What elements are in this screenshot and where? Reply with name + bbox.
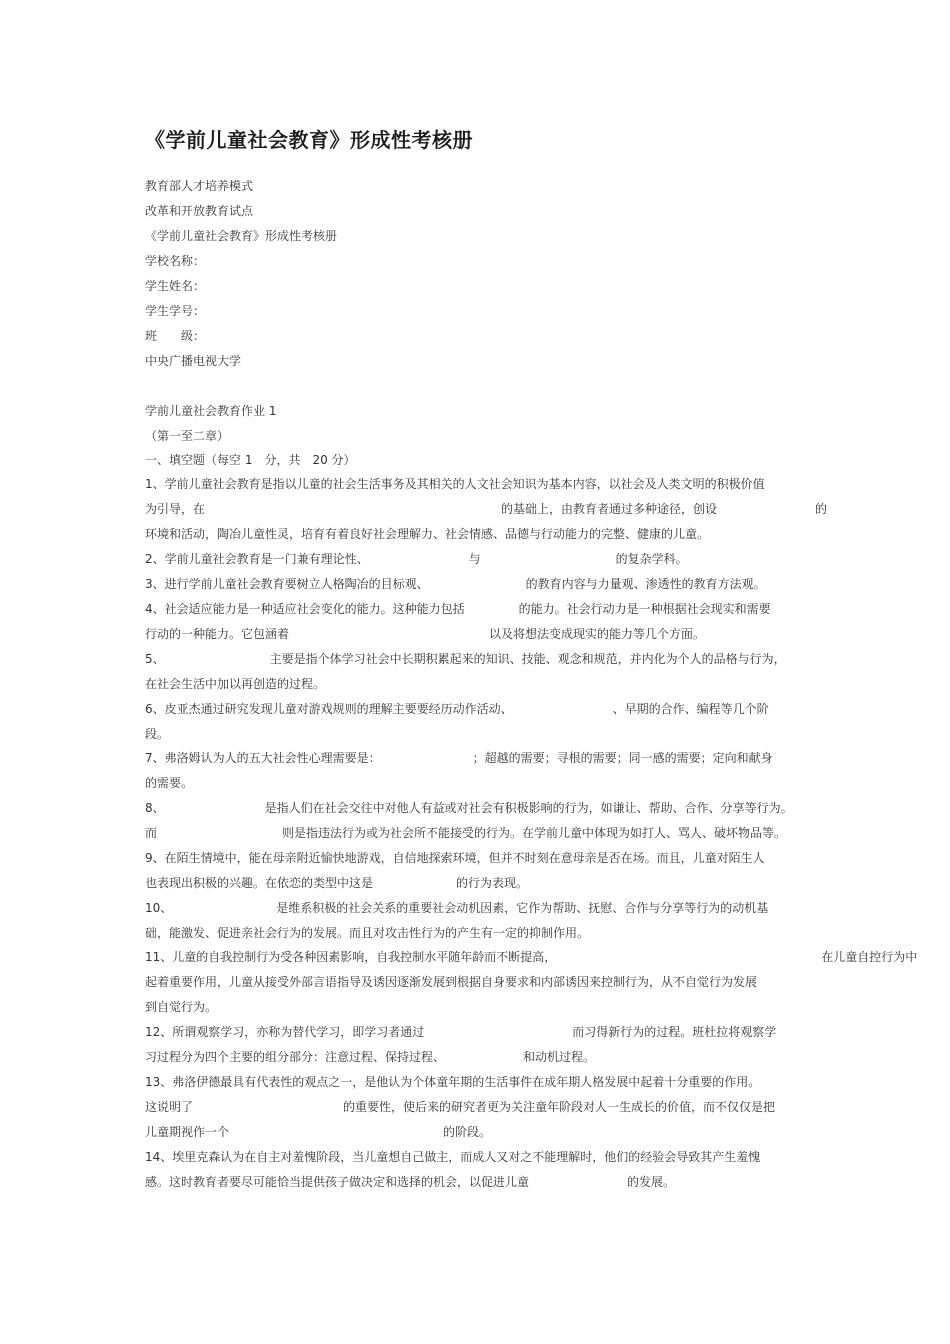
text-segment: 3、进行学前儿童社会教育要树立人格陶冶的目标观、 (145, 577, 429, 591)
question-line (145, 701, 815, 717)
text-segment: 12、所谓观察学习，亦称为替代学习，即学习者通过 (145, 1025, 425, 1039)
text-segment: 的教育内容与力量观、渗透性的教育方法观。 (525, 577, 766, 591)
text-segment: 14、埃里克森认为在自主对羞愧阶段，当儿童想自己做主，而成人又对之不能理解时，他们的经验会导致其产生羞愧 (145, 1150, 761, 1164)
cover-line (145, 178, 815, 194)
text-segment: 5、 (145, 652, 165, 666)
cover-line (145, 253, 815, 269)
text-segment: ；超越的需要；寻根的需要；同一感的需要；定向和献身 (472, 751, 773, 765)
text-segment: 的重要性，使后来的研究者更为关注童年阶段对人一生成长的价值，而不仅仅是把 (343, 1100, 776, 1114)
text-segment: 以及将想法变成现实的能力等几个方面。 (489, 627, 706, 641)
text-segment: 的需要。 (145, 776, 194, 790)
text-segment: 段。 (145, 727, 170, 741)
text-segment: 起着重要作用，儿童从接受外部言语指导及诱因逐渐发展到根据自身要求和内部诱因来控制行为，从不自觉行为发展 (145, 975, 758, 989)
text-segment: 而 (145, 826, 158, 840)
text-segment: 是维系积极的社会关系的重要社会动机因素，它作为帮助、抚慰、合作与分享等行为的动机基 (276, 901, 769, 915)
text-segment: 感。这时教育者要尽可能恰当提供孩子做决定和选择的机会，以促进儿童 (145, 1175, 530, 1189)
text-segment: 和动机过程。 (523, 1050, 596, 1064)
text-segment: 为引导，在 (145, 502, 206, 516)
question-line (145, 825, 815, 841)
question-line (145, 626, 815, 642)
question-line (145, 1174, 815, 1190)
question-line (145, 1024, 815, 1040)
question-line (145, 1149, 815, 1165)
question-line (145, 1049, 815, 1065)
question-line (145, 551, 815, 567)
text-segment: 班 级： (145, 329, 206, 343)
question-line (145, 676, 815, 692)
text-segment: 改革和开放教育试点 (145, 204, 254, 218)
question-line (145, 726, 815, 742)
document-title: 《学前儿童社会教育》形成性考核册 (145, 128, 473, 152)
text-segment: 在儿童自控行为中 (821, 950, 918, 964)
text-segment: 一、填空题（每空 1 分，共 20 分） (145, 453, 356, 467)
text-segment: 2、学前儿童社会教育是一门兼有理论性、 (145, 552, 369, 566)
text-segment: 10、 (145, 901, 173, 915)
question-line (145, 1124, 815, 1140)
text-segment: 学生学号： (145, 304, 206, 318)
question-line (145, 999, 815, 1015)
question-line (145, 501, 828, 517)
text-segment: 的阶段。 (443, 1125, 492, 1139)
cover-line (145, 228, 815, 244)
text-segment: 13、弗洛伊德最具有代表性的观点之一，是他认为个体童年期的生活事件在成年期人格发展中起着十分重要的作用。 (145, 1075, 761, 1089)
question-line (145, 925, 815, 941)
question-line (145, 476, 815, 492)
text-segment: 9、在陌生情境中，能在母亲附近愉快地游戏，自信地探索环境，但并不时刻在意母亲是否在场。而且，儿童对陌生人 (145, 851, 765, 865)
text-segment: 教育部人才培养模式 (145, 179, 254, 193)
cover-line (145, 278, 815, 294)
text-segment: 这说明了 (145, 1100, 194, 1114)
question-line (145, 875, 815, 891)
text-segment: 主要是指个体学习社会中长期积累起来的知识、技能、观念和规范，并内化为个人的品格与行为， (269, 652, 786, 666)
text-segment: 4、社会适应能力是一种适应社会变化的能力。这种能力包括 (145, 602, 465, 616)
text-segment: 到自觉行为。 (145, 1000, 218, 1014)
question-line (145, 601, 815, 617)
text-segment: 的发展。 (627, 1175, 676, 1189)
text-segment: 的能力。社会行动力是一种根据社会现实和需要 (518, 602, 771, 616)
question-line (145, 576, 815, 592)
text-segment: 在社会生活中加以再创造的过程。 (145, 677, 326, 691)
cover-line (145, 353, 815, 369)
text-segment: 础，能激发、促进亲社会行为的发展。而且对攻击性行为的产生有一定的抑制作用。 (145, 926, 590, 940)
text-segment: 与 (468, 552, 481, 566)
question-line (145, 1099, 815, 1115)
text-segment: 《学前儿童社会教育》形成性考核册 (145, 229, 338, 243)
question-line (145, 1074, 815, 1090)
question-line (145, 974, 815, 990)
cover-line (145, 203, 815, 219)
text-segment: 的复杂学科。 (615, 552, 688, 566)
text-segment: 也表现出积极的兴趣。在依恋的类型中这是 (145, 876, 374, 890)
question-line (145, 651, 815, 667)
text-segment: 而习得新行为的过程。班杜拉将观察学 (572, 1025, 777, 1039)
question-line (145, 750, 815, 766)
question-line (145, 900, 815, 916)
question-line (145, 949, 918, 965)
text-segment: 是指人们在社会交往中对他人有益或对社会有积极影响的行为，如谦让、帮助、合作、分享等行为。 (264, 801, 793, 815)
question-line (145, 800, 815, 816)
text-segment: 、早期的合作、编程等几个阶 (612, 702, 769, 716)
text-segment: 中央广播电视大学 (145, 354, 242, 368)
text-segment: 8、 (145, 801, 165, 815)
question-line (145, 850, 815, 866)
text-segment: 儿童期视作一个 (145, 1125, 230, 1139)
text-segment: 环境和活动，陶冶儿童性灵，培育有着良好社会理解力、社会情感、品德与行动能力的完整、健康的儿童。 (145, 527, 710, 541)
text-segment: 学生姓名： (145, 279, 206, 293)
assignment-title (145, 403, 815, 419)
text-segment: 6、皮亚杰通过研究发现儿童对游戏规则的理解主要要经历动作活动、 (145, 702, 513, 716)
question-line (145, 526, 815, 542)
text-segment: （第一至二章） (145, 429, 230, 443)
text-segment: 1、学前儿童社会教育是指以儿童的社会生活事务及其相关的人文社会知识为基本内容，以社会及人类文明的积极价值 (145, 477, 765, 491)
text-segment: 的行为表现。 (456, 876, 529, 890)
text-segment: 习过程分为四个主要的组分部分：注意过程、保持过程、 (145, 1050, 446, 1064)
cover-line (145, 328, 815, 344)
text-segment: 11、儿童的自我控制行为受各种因素影响，自我控制水平随年龄而不断提高， (145, 950, 557, 964)
question-line (145, 775, 815, 791)
text-segment: 学前儿童社会教育作业 1 (145, 404, 277, 418)
text-segment: 的基础上，由教育者通过多种途径，创设 (501, 502, 718, 516)
cover-line (145, 303, 815, 319)
text-segment: 7、弗洛姆认为人的五大社会性心理需要是： (145, 751, 381, 765)
section-heading (145, 452, 815, 468)
text-segment: 行动的一种能力。它包涵着 (145, 627, 290, 641)
text-segment: 学校名称： (145, 254, 206, 268)
text-segment: 的 (815, 502, 828, 516)
assignment-chapters (145, 428, 815, 444)
text-segment: 则是指违法行为或为社会所不能接受的行为。在学前儿童中体现为如打人、骂人、破坏物品等。 (282, 826, 787, 840)
